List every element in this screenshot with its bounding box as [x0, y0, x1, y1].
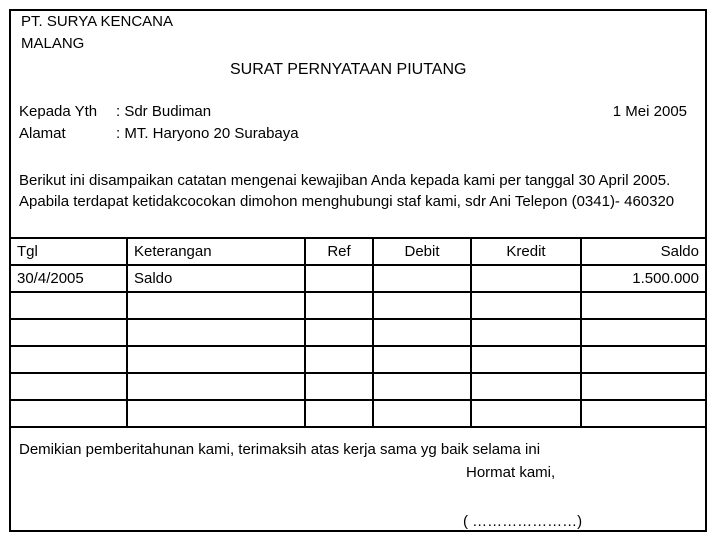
column-header-debit: Debit [373, 238, 471, 265]
cell-ref [305, 265, 373, 292]
company-city: MALANG [21, 35, 85, 52]
column-header-keterangan: Keterangan [127, 238, 305, 265]
cell-keterangan [127, 292, 305, 319]
cell-ref [305, 400, 373, 427]
cell-keterangan [127, 319, 305, 346]
table-row [11, 373, 705, 400]
recipient-value: : Sdr Budiman [116, 103, 212, 120]
cell-keterangan [127, 346, 305, 373]
table-row [11, 400, 705, 427]
cell-saldo [581, 319, 705, 346]
cell-saldo [581, 373, 705, 400]
cell-tgl [11, 400, 127, 427]
table-row [11, 319, 705, 346]
table-header-row [11, 238, 705, 265]
cell-saldo: 1.500.000 [581, 265, 705, 292]
cell-tgl [11, 373, 127, 400]
cell-saldo [581, 292, 705, 319]
cell-debit [373, 265, 471, 292]
cell-keterangan [127, 400, 305, 427]
cell-debit [373, 319, 471, 346]
recipient-label: Kepada Yth [19, 103, 98, 120]
document-title: SURAT PERNYATAAN PIUTANG [230, 61, 467, 78]
column-header-saldo: Saldo [581, 238, 705, 265]
cell-kredit [471, 265, 581, 292]
cell-tgl [11, 292, 127, 319]
address-value: : MT. Haryono 20 Surabaya [116, 125, 299, 142]
cell-tgl [11, 319, 127, 346]
cell-kredit [471, 346, 581, 373]
cell-kredit [471, 400, 581, 427]
cell-debit [373, 373, 471, 400]
column-header-tgl: Tgl [11, 238, 127, 265]
ledger-table [11, 237, 705, 428]
cell-saldo [581, 346, 705, 373]
cell-tgl [11, 346, 127, 373]
cell-keterangan [127, 373, 305, 400]
body-paragraph: Berikut ini disampaikan catatan mengenai kewajiban Anda kepada kami per tanggal 30 April 2005. Apabila terdapat ketidakcocokan dimohon menghubungi staf kami, sdr Ani Telepon (0341)- 460320 [19, 172, 675, 210]
cell-kredit [471, 319, 581, 346]
table-row [11, 346, 705, 373]
column-header-kredit: Kredit [471, 238, 581, 265]
cell-ref [305, 319, 373, 346]
cell-debit [373, 346, 471, 373]
cell-saldo [581, 400, 705, 427]
cell-ref [305, 346, 373, 373]
document-frame [9, 9, 707, 532]
table-row [11, 292, 705, 319]
closing-text: Demikian pemberitahunan kami, terimaksih atas kerja sama yg baik selama ini [19, 441, 541, 458]
cell-debit [373, 292, 471, 319]
company-name: PT. SURYA KENCANA [21, 13, 173, 30]
cell-ref [305, 292, 373, 319]
cell-kredit [471, 373, 581, 400]
signature-line: ( …………………) [463, 513, 583, 530]
cell-keterangan: Saldo [127, 265, 305, 292]
cell-tgl: 30/4/2005 [11, 265, 127, 292]
address-label: Alamat [19, 125, 66, 142]
cell-kredit [471, 292, 581, 319]
regards-text: Hormat kami, [466, 464, 556, 481]
cell-debit [373, 400, 471, 427]
cell-ref [305, 373, 373, 400]
column-header-ref: Ref [305, 238, 373, 265]
letter-date: 1 Mei 2005 [612, 103, 687, 120]
table-row [11, 265, 705, 292]
